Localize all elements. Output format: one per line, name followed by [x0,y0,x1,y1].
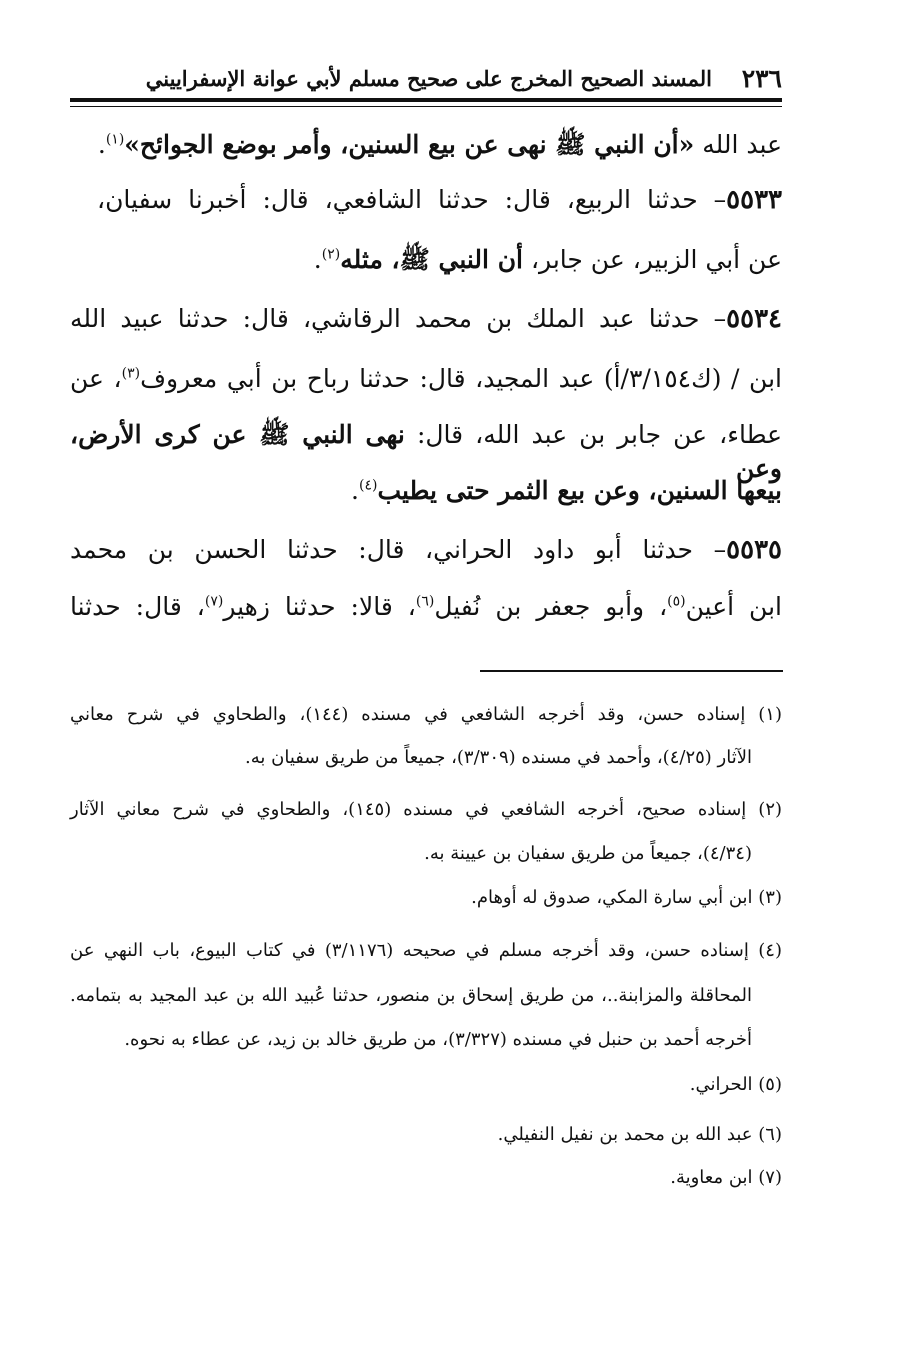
text-span: عن أبي الزبير، عن جابر، [523,245,782,274]
hadith-number: ٥٥٣٤ [726,304,782,334]
header-rule-thick [70,98,782,102]
footnote-1-line-1: (١) إسناده حسن، وقد أخرجه الشافعي في مسنده (١٤٤)، والطحاوي في شرح معاني [70,704,782,725]
text-span: . [97,130,106,159]
footnote-ref: (٥) [667,593,686,610]
hadith-quote: أن النبي ﷺ، مثله [340,245,524,274]
hadith-quote: «أن النبي ﷺ نهى عن بيع السنين، وأمر بوضع الجوائح» [124,130,695,159]
footnote-ref: (٤) [358,477,378,494]
footnote-ref: (٢) [321,246,341,263]
footnote-ref: (٧) [204,593,224,610]
text-span: – حدثنا أبو داود الحراني، قال: حدثنا الحسن بن محمد [70,535,727,564]
footnote-ref: (٦) [415,593,435,610]
text-line-1 [98,128,782,162]
text-span: عبد الله [694,130,782,159]
text-line-4 [70,302,782,336]
text-span: ابن / (ك٣/١٥٤/أ) عبد المجيد، قال: حدثنا رباح بن أبي معروف [140,364,782,393]
text-line-8 [70,533,782,567]
footnote-4-line-2: المحاقلة والمزابنة..، من طريق إسحاق بن منصور، حدثنا عُبيد الله بن عبد المجيد به بتمامه. [70,985,752,1006]
text-span: ، وأبو جعفر بن نُفيل [434,592,668,621]
text-span: ابن أعين [685,592,782,621]
text-line-7 [351,474,782,508]
footnote-3: (٣) ابن أبي سارة المكي، صدوق له أوهام. [471,887,782,908]
text-span: . [313,245,322,274]
footnote-6: (٦) عبد الله بن محمد بن نفيل النفيلي. [497,1124,782,1145]
footnote-1-line-2: الآثار (٤/٢٥)، وأحمد في مسنده (٣/٣٠٩)، جميعاً من طريق سفيان به. [245,747,752,768]
hadith-quote: نهى النبي ﷺ عن كرى الأرض، وعن [70,420,782,483]
footnote-7: (٧) ابن معاوية. [670,1167,782,1188]
text-line-9 [70,590,782,624]
text-span: ، عن [70,364,122,393]
footnote-ref: (١) [105,131,125,148]
hadith-number: ٥٥٣٣ [726,185,782,215]
footnote-4-line-3: أخرجه أحمد بن حنبل في مسنده (٣/٣٢٧)، من طريق خالد بن زيد، عن عطاء به نحوه. [124,1029,752,1050]
footnote-separator [480,670,783,672]
text-span: ، قالا: حدثنا زهير [223,592,416,621]
running-title: المسند الصحيح المخرج على صحيح مسلم لأبي عوانة الإسفراييني [145,66,712,91]
footnote-5: (٥) الحراني. [689,1074,782,1095]
footnote-2-line-1: (٢) إسناده صحيح، أخرجه الشافعي في مسنده (١٤٥)، والطحاوي في شرح معاني الآثار [70,799,783,820]
text-line-2 [97,183,782,217]
text-span: ، قال: حدثنا [70,592,205,621]
text-line-5 [70,362,782,396]
text-span: . [351,476,359,505]
hadith-quote: بيعها السنين، وعن بيع الثمر حتى يطيب [377,476,782,505]
text-span: – حدثنا عبد الملك بن محمد الرقاشي، قال: حدثنا عبيد الله [70,304,727,333]
text-span: عطاء، عن جابر بن عبد الله، قال: [404,420,782,449]
footnote-ref: (٣) [121,365,141,382]
page-header [70,60,782,102]
footnote-2-line-2: (٤/٣٤)، جميعاً من طريق سفيان بن عيينة به. [424,843,752,864]
hadith-number: ٥٥٣٥ [726,535,782,565]
text-span: – حدثنا الربيع، قال: حدثنا الشافعي، قال: أخبرنا سفيان، [97,185,727,214]
text-line-3 [314,243,782,277]
footnote-4-line-1: (٤) إسناده حسن، وقد أخرجه مسلم في صحيحه (٣/١١٧٦) في كتاب البيوع، باب النهي عن [70,940,782,961]
header-rule-thin [70,106,782,107]
page-number: ٢٣٦ [741,64,782,93]
